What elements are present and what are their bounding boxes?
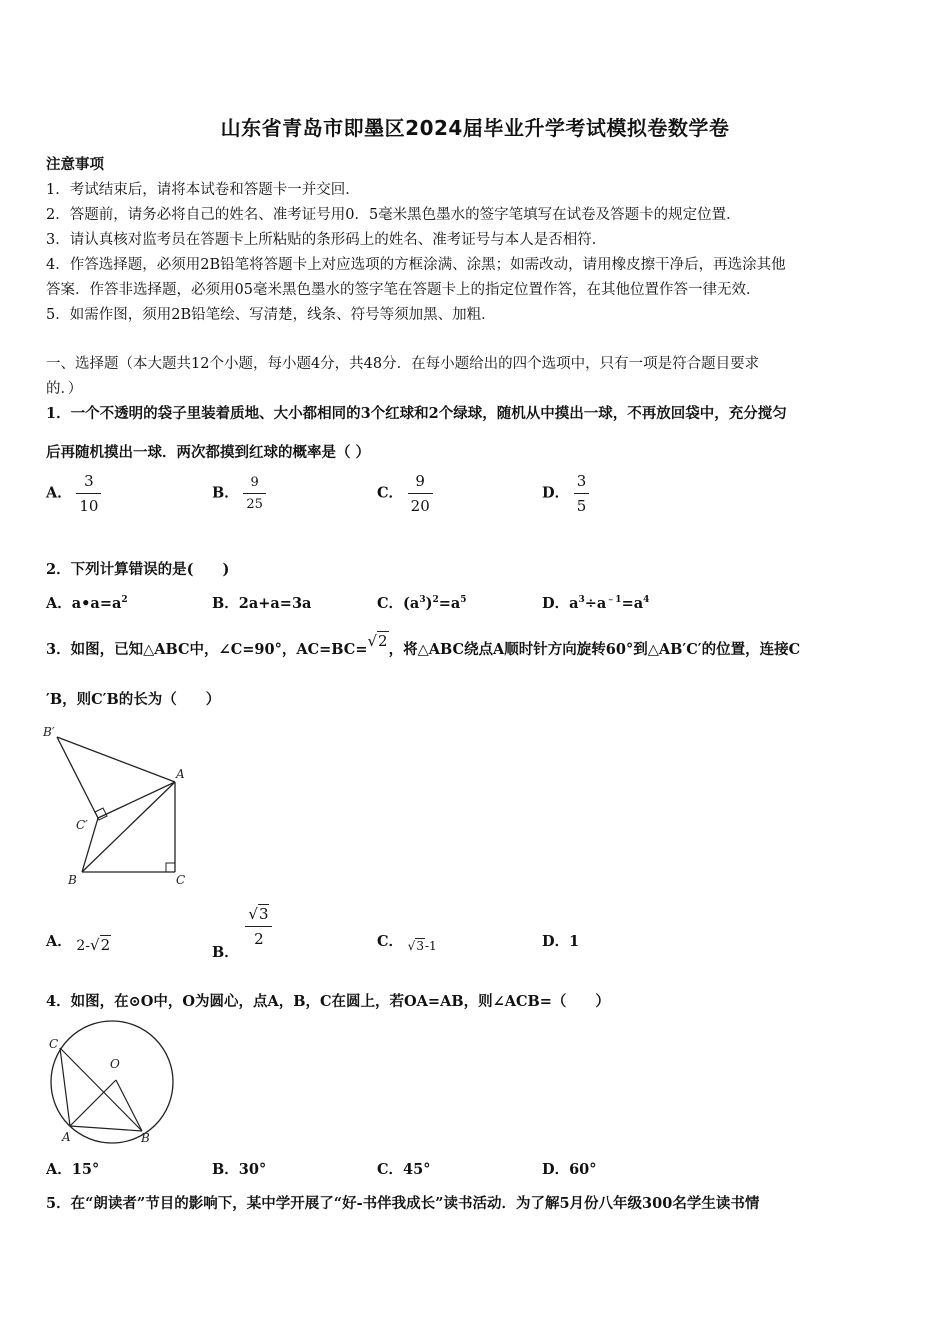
- question-1-stem: 后再随机摸出一球．两次都摸到红球的概率是（ ）: [46, 444, 371, 461]
- q4-circle-figure: [44, 1018, 176, 1146]
- notice-item: 答案．作答非选择题，必须用05毫米黑色墨水的签字笔在答题卡上的指定位置作答，在其他位置作答一律无效．: [46, 282, 761, 298]
- notice-item: 5．如需作图，须用2B铅笔绘、写清楚，线条、符号等须加黑、加粗．: [46, 307, 496, 323]
- sqrt-expression: √3: [407, 939, 424, 953]
- q4-option-b: B．30°: [212, 1161, 267, 1178]
- expression: 2-√2: [76, 936, 111, 954]
- q2-option-c: C．$(a^3)^2=a^5$: [377, 595, 467, 612]
- section-heading-line: 一、选择题（本大题共12个小题，每小题4分，共48分．在每小题给出的四个选项中，只有一项是符合题目要求: [46, 356, 760, 372]
- question-1-stem: 1．一个不透明的袋子里装着质地、大小都相同的3个红球和2个绿球，随机从中摸出一球，不再放回袋中，充分搅匀: [46, 405, 787, 422]
- label-a: A: [62, 1130, 71, 1144]
- fraction: $\frac{√3}{2}$: [245, 905, 272, 948]
- q2-option-d: D．$a^3\div a^{﹣1}=a^4$: [542, 595, 650, 612]
- expression: √3-1: [407, 939, 437, 953]
- q4-option-d: D．60°: [542, 1161, 597, 1178]
- fraction: $\frac{9}{20}$: [408, 472, 433, 515]
- q1-option-c: C． $\frac{9}{20}$: [377, 472, 433, 515]
- notice-item: 4．作答选择题，必须用2B铅笔将答题卡上对应选项的方框涂满、涂黑；如需改动，请用橡皮擦干净后，再选涂其他: [46, 257, 786, 273]
- fraction: $\frac{3}{5}$: [574, 472, 590, 515]
- question-3-stem: 3．如图，已知△ABC中，∠C=90°，AC=BC=√2，将△ABC绕点A顺时针方向旋转60°到△AB′C′的位置，连接C: [46, 632, 801, 658]
- notice-item: 1．考试结束后，请将本试卷和答题卡一并交回．: [46, 182, 360, 198]
- q3-triangle-figure: [40, 722, 200, 892]
- sqrt-expression: √2: [367, 632, 388, 650]
- label-b: B: [68, 873, 77, 887]
- notice-item: 3．请认真核对监考员在答题卡上所粘贴的条形码上的姓名、准考证号与本人是否相符．: [46, 232, 607, 248]
- q1-option-b: B． $\frac{9}{25}$: [212, 475, 266, 512]
- fraction: $\frac{9}{25}$: [243, 475, 266, 512]
- fraction: $\frac{3}{10}$: [76, 472, 101, 515]
- q2-option-b: B．2a+a=3a: [212, 595, 312, 612]
- q3-option-c: C． $_{√3-1}$: [377, 933, 437, 953]
- q3-option-b: B． $\frac{√3}{2}$: [212, 905, 270, 948]
- q1-option-a: A． $\frac{3}{10}$: [46, 472, 101, 515]
- question-4-stem: 4．如图，在⊙O中，O为圆心，点A，B，C在圆上，若OA=AB，则∠ACB=（ ）: [46, 993, 610, 1010]
- question-5-stem: 5．在“朗读者”节目的影响下，某中学开展了“好-书伴我成长”读书活动．为了解5月份八年级300名学生读书情: [46, 1195, 760, 1212]
- label-o: O: [110, 1057, 120, 1071]
- label-c-prime: C′: [76, 818, 88, 832]
- q4-option-c: C．45°: [377, 1161, 431, 1178]
- q2-option-a: A．$a•a=a^2$: [46, 595, 128, 612]
- label-c: C: [176, 873, 186, 887]
- label-b-prime: B′: [43, 725, 55, 739]
- q3-option-a: A． 2-√2: [46, 933, 111, 954]
- sqrt-expression: √3: [248, 905, 269, 923]
- question-3-stem: ′B，则C′B的长为（ ）: [46, 691, 221, 708]
- notice-item: 2．答题前，请务必将自己的姓名、准考证号用0．5毫米黑色墨水的签字笔填写在试卷及答题卡的规定位置．: [46, 207, 741, 223]
- q1-option-d: D． $\frac{3}{5}$: [542, 472, 589, 515]
- q3-option-d: D．1: [542, 933, 580, 950]
- q4-option-a: A．15°: [46, 1161, 100, 1178]
- notice-heading: 注意事项: [46, 156, 104, 173]
- sqrt-expression: √2: [90, 936, 111, 954]
- label-a: A: [176, 767, 185, 781]
- page-title: 山东省青岛市即墨区2024届毕业升学考试模拟卷数学卷: [220, 116, 730, 140]
- label-c: C: [49, 1037, 59, 1051]
- label-b: B: [141, 1131, 150, 1145]
- question-2-stem: 2．下列计算错误的是( ): [46, 561, 230, 578]
- section-heading-line: 的．）: [46, 381, 83, 397]
